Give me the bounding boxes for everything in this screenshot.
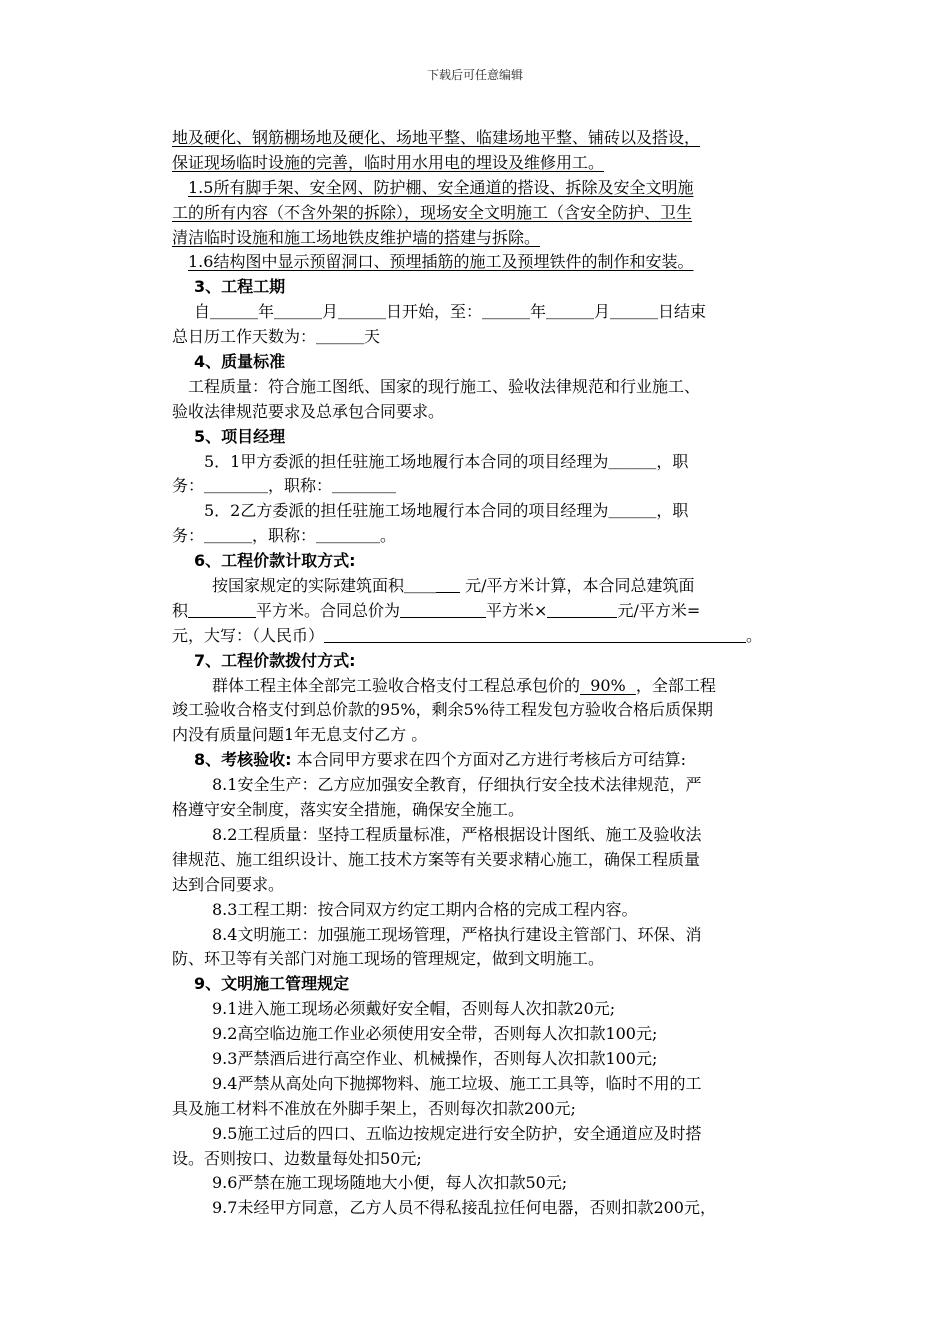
section-heading-3: 3、工程工期 [194,277,286,297]
text-line: 内没有质量问题1年无息支付乙方 。 [172,725,428,745]
clause-5-1: 5．1甲方委派的担任驻施工场地履行本合同的项目经理为＿＿＿，职 [204,451,689,471]
text-line: 自＿＿＿年＿＿＿月＿＿＿日开始，至：＿＿＿年＿＿＿月＿＿＿日结束 [194,302,707,322]
fill-blank [400,602,486,618]
text-line [172,599,812,624]
fill-blank [188,602,256,618]
section-heading-4: 4、质量标准 [194,352,286,372]
section-heading-7: 7、工程价款拨付方式: [194,650,356,670]
text-line: 具及施工材料不准放在外脚手架上，否则每次扣款200元; [172,1098,576,1118]
clause-9-6: 9.6严禁在施工现场随地大小便，每人次扣款50元; [212,1173,568,1193]
text-line: 务：＿＿＿，职称：＿＿＿＿。 [172,526,397,546]
text-line: 工的所有内容（不含外架的拆除），现场安全文明施工（含安全防护、卫生 [172,202,693,222]
page-header: 下载后可任意编辑 [426,68,523,82]
text-line [172,624,812,649]
text-line [172,574,812,599]
clause-9-3: 9.3严禁酒后进行高空作业、机械操作，否则每人次扣款100元; [212,1048,658,1068]
payment-percentage: 90% [580,675,636,695]
text-line: 格遵守安全制度，落实安全措施，确保安全施工。 [172,800,525,820]
text-fragment: 元，大写：（人民币） [172,625,325,645]
text-line: 律规范、施工组织设计、施工技术方案等有关要求精心施工，确保工程质量 [172,849,701,869]
fill-blank [436,577,460,593]
text-fragment: 。 [746,625,763,645]
clause-8-2: 8.2工程质量：坚持工程质量标准，严格根据设计图纸、施工及验收法 [212,824,702,844]
section-heading-9: 9、文明施工管理规定 [194,974,350,994]
text-fragment: 积 [172,600,189,620]
section-heading-6: 6、工程价款计取方式: [194,551,356,571]
clause-9-5: 9.5施工过后的四口、五临边按规定进行安全防护，安全通道应及时搭 [212,1123,702,1143]
text-line: 保证现场临时设施的完善，临时用水用电的埋设及维修用工。 [172,152,605,172]
text-fragment: ，全部工程 [635,675,716,695]
text-line: 地及硬化、钢筋棚场地及硬化、场地平整、临建场地平整、铺砖以及搭设， [172,128,701,147]
text-line: 工程质量：符合施工图纸、国家的现行施工、验收法律规范和行业施工、 [188,376,701,396]
text-line: 清洁临时设施和施工场地铁皮维护墙的搭建与拆除。 [172,227,541,247]
clause-5-2: 5．2乙方委派的担任驻施工场地履行本合同的项目经理为＿＿＿，职 [204,501,689,521]
fill-blank [547,602,617,618]
text-line: 总日历工作天数为：＿＿＿天 [172,327,381,347]
text-fragment: 平方米。合同总价为 [256,600,401,620]
clause-9-4: 9.4严禁从高处向下抛掷物料、施工垃圾、施工工具等，临时不用的工 [212,1073,702,1093]
clause-8-4: 8.4文明施工：加强施工现场管理，严格执行建设主管部门、环保、消 [212,924,702,944]
clause-8-3: 8.3工程工期：按合同双方约定工期内合格的完成工程内容。 [212,899,638,919]
clause-9-7: 9.7未经甲方同意，乙方人员不得私接乱拉任何电器，否则扣款200元， [212,1198,716,1218]
text-fragment: 元/平方米计算，本合同总建筑面 [465,576,695,596]
text-line: 防、环卫等有关部门对施工现场的管理规定，做到文明施工。 [172,949,605,969]
text-line: 达到合同要求。 [172,874,285,894]
section-8-line [172,748,812,773]
text-line: 验收法律规范要求及总承包合同要求。 [172,401,445,421]
document-body [172,126,812,1221]
text-fragment: 元/平方米= [617,600,701,620]
section-heading-5: 5、项目经理 [194,426,286,446]
section-heading-8: 8、考核验收: [194,750,292,770]
clause-8-1: 8.1安全生产：乙方应加强安全教育，仔细执行安全技术法律规范，严 [212,775,702,795]
text-line [172,674,812,699]
text-fragment: 按国家规定的实际建筑面积＿＿ [212,576,437,596]
text-line: 设。否则按口、边数量每处扣50元; [172,1148,422,1168]
clause-9-1: 9.1进入施工现场必须戴好安全帽，否则每人次扣款20元; [212,999,616,1019]
clause-9-2: 9.2高空临边施工作业必须使用安全带，否则每人次扣款100元; [212,1024,658,1044]
text-fragment: 群体工程主体全部完工验收合格支付工程总承包价的 [212,675,581,695]
clause-1-6: 1.6结构图中显示预留洞口、预埋插筋的施工及预埋铁件的制作和安装。 [188,252,694,272]
fill-blank [324,627,746,643]
clause-1-5: 1.5所有脚手架、安全网、防护棚、安全通道的搭设、拆除及安全文明施 [188,177,694,197]
text-fragment: 平方米× [486,600,548,620]
text-line: 竣工验收合格支付到总价款的95%，剩余5%待工程发包方验收合格后质保期 [172,700,713,720]
text-line: 务：＿＿＿＿，职称：＿＿＿＿ [172,476,397,496]
text-fragment: 本合同甲方要求在四个方面对乙方进行考核后方可结算: [296,750,687,770]
